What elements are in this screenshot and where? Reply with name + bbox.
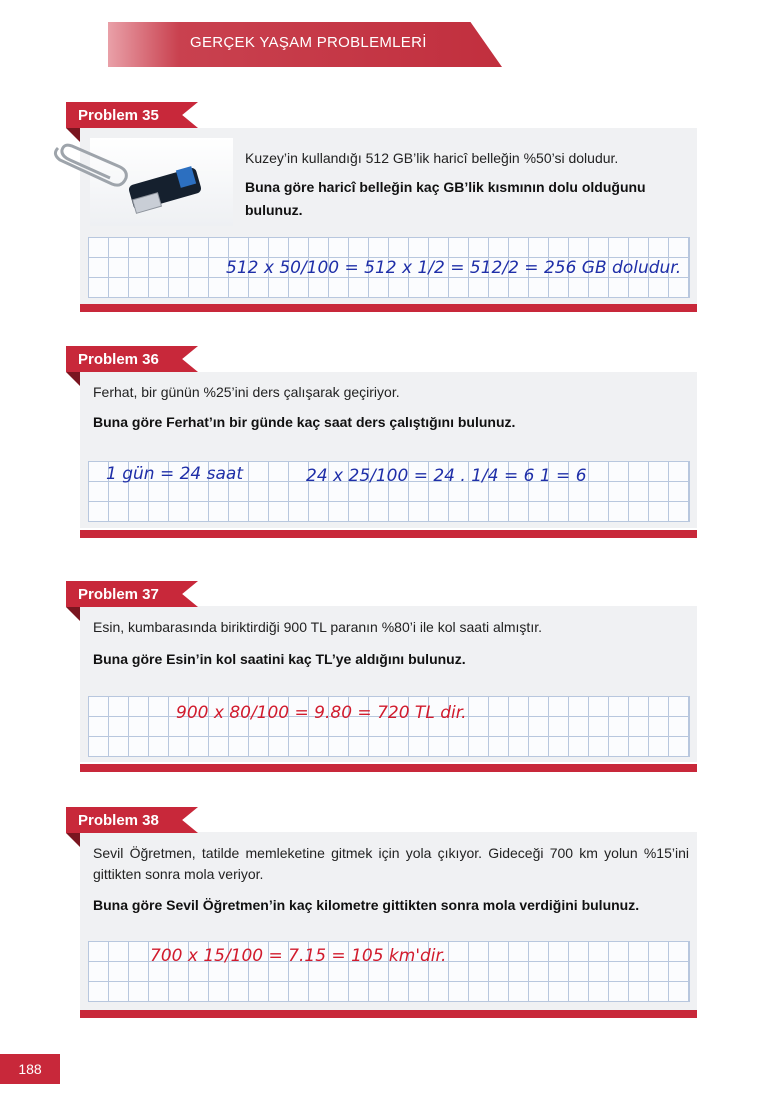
problem-label: Problem 37 xyxy=(78,586,159,603)
problem-38-bar xyxy=(80,1010,697,1018)
problem-label: Problem 38 xyxy=(78,812,159,829)
problem-36-tag xyxy=(66,346,198,372)
problem-38-question: Buna göre Sevil Öğretmen’in kaç kilometre gittikten sonra mola verdiğini bulunuz. xyxy=(93,897,640,913)
problem-35-tag xyxy=(66,102,198,128)
handwritten-solution: 512 x 50/100 = 512 x 1/2 = 512/2 = 256 GB doludur. xyxy=(226,258,682,278)
page-number: 188 xyxy=(0,1054,60,1084)
handwritten-solution-a: 1 gün = 24 saat xyxy=(106,464,244,484)
problem-38-tag xyxy=(66,807,198,833)
problem-36-text: Ferhat, bir günün %25’ini ders çalışarak geçiriyor. xyxy=(93,384,400,400)
handwritten-solution: 700 x 15/100 = 7.15 = 105 km'dir. xyxy=(150,946,447,966)
section-title: GERÇEK YAŞAM PROBLEMLERİ xyxy=(190,34,427,51)
problem-label: Problem 36 xyxy=(78,351,159,368)
problem-37-bar xyxy=(80,764,697,772)
handwritten-solution-b: 24 x 25/100 = 24 . 1/4 = 6 1 = 6 xyxy=(306,466,587,486)
problem-36-bar xyxy=(80,530,697,538)
problem-35-text: Kuzey’in kullandığı 512 GB’lik haricî belleğin %50’si doludur. xyxy=(245,150,619,166)
problem-37-question: Buna göre Esin’in kol saatini kaç TL’ye aldığını bulunuz. xyxy=(93,651,466,667)
paperclip-icon xyxy=(50,138,130,190)
problem-36-question: Buna göre Ferhat’ın bir günde kaç saat ders çalıştığını bulunuz. xyxy=(93,414,516,430)
problem-37-text: Esin, kumbarasında biriktirdiği 900 TL paranın %80’i ile kol saati almıştır. xyxy=(93,619,542,635)
handwritten-solution: 900 x 80/100 = 9.80 = 720 TL dir. xyxy=(176,703,467,723)
problem-37-tag xyxy=(66,581,198,607)
problem-38-text: Sevil Öğretmen, tatilde memleketine gitmek için yola çıkıyor. Gideceği 700 km yolun %15’ini gittikten sonra mola veriyor. xyxy=(93,845,689,882)
problem-label: Problem 35 xyxy=(78,107,159,124)
problem-35-question: Buna göre haricî belleğin kaç GB’lik kısmının dolu olduğunu bulunuz. xyxy=(245,179,646,218)
problem-35-bar xyxy=(80,304,697,312)
